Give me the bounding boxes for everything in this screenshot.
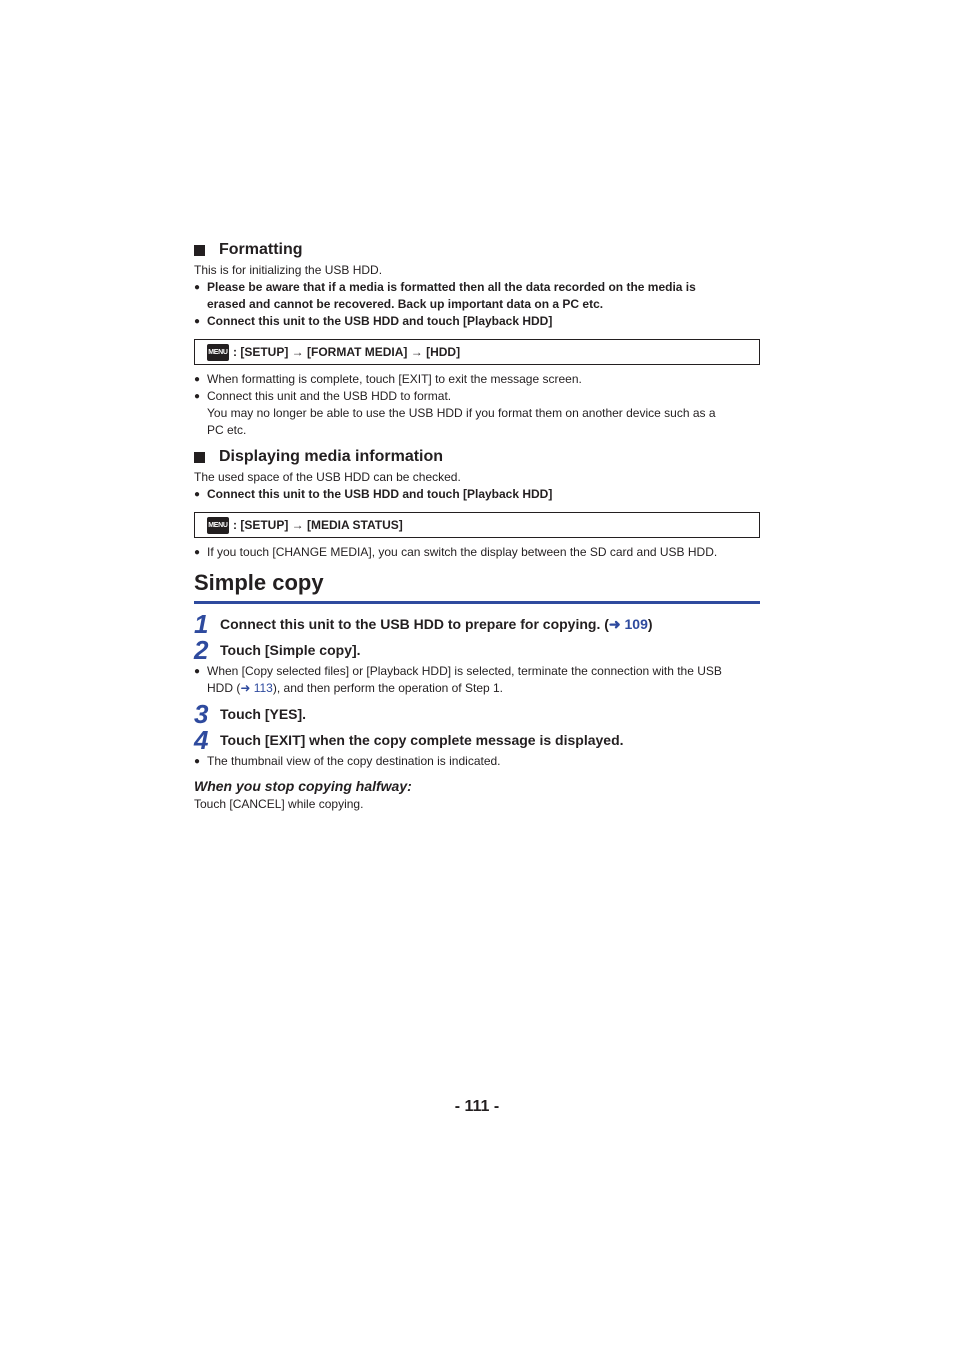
step-4-note: ● The thumbnail view of the copy destination is indicated.: [194, 754, 501, 768]
formatting-connect: ● Connect this unit to the USB HDD and touch [Playback HDD]: [194, 314, 553, 328]
page-link-113[interactable]: ➜ 113: [240, 681, 273, 695]
step-1: 1 Connect this unit to the USB HDD to prepare for copying. (➜ 109): [194, 609, 653, 639]
bullet-icon: ●: [194, 374, 201, 385]
formatting-note-2: ● Connect this unit and the USB HDD to format. You may no longer be able to use the USB HDD if you format them on another device such as a PC etc.: [194, 389, 716, 437]
step-number: 3: [194, 699, 209, 729]
step-number: 2: [194, 635, 209, 665]
simple-copy-title: Simple copy: [194, 570, 760, 604]
stop-copying-heading: When you stop copying halfway:: [194, 778, 412, 794]
menu-icon: MENU: [207, 517, 229, 534]
media-info-menu-path-box: MENU : [SETUP] → [MEDIA STATUS]: [194, 512, 760, 538]
step-number: 1: [194, 609, 209, 639]
stop-copying-text: Touch [CANCEL] while copying.: [194, 797, 364, 811]
media-info-heading: Displaying media information: [194, 445, 760, 469]
step-2-note: ● When [Copy selected files] or [Playback HDD] is selected, terminate the connection with the USB HDD (➜ 113), and then perform the operation of Step 1.: [194, 664, 722, 695]
step-4: 4 Touch [EXIT] when the copy complete message is displayed.: [194, 725, 624, 755]
page-content: [194, 238, 760, 813]
media-info-note: ● If you touch [CHANGE MEDIA], you can switch the display between the SD card and USB HDD.: [194, 545, 718, 559]
bullet-icon: ●: [194, 666, 201, 677]
step-number: 4: [194, 725, 209, 755]
bullet-icon: ●: [194, 489, 201, 500]
square-bullet-icon: [194, 245, 205, 256]
page-number: - 111 -: [454, 1098, 500, 1115]
formatting-heading: Formatting: [194, 238, 760, 262]
bullet-icon: ●: [194, 316, 201, 327]
page-link-109[interactable]: ➜ 109: [608, 615, 648, 632]
bullet-icon: ●: [194, 547, 201, 558]
formatting-note-1: ● When formatting is complete, touch [EXIT] to exit the message screen.: [194, 372, 582, 386]
bullet-icon: ●: [194, 391, 201, 402]
formatting-intro: This is for initializing the USB HDD.: [194, 263, 383, 277]
step-3: 3 Touch [YES].: [194, 699, 307, 729]
formatting-warning: ● Please be aware that if a media is formatted then all the data recorded on the media is erased and cannot be recovered. Back up important data on a PC etc.: [194, 280, 696, 311]
bullet-icon: ●: [194, 282, 201, 293]
square-bullet-icon: [194, 452, 205, 463]
bullet-icon: ●: [194, 756, 201, 767]
media-info-connect: ● Connect this unit to the USB HDD and touch [Playback HDD]: [194, 487, 553, 501]
menu-icon: MENU: [207, 344, 229, 361]
media-info-intro: The used space of the USB HDD can be checked.: [194, 470, 461, 484]
formatting-menu-path-box: MENU : [SETUP] → [FORMAT MEDIA] → [HDD]: [194, 339, 760, 365]
step-2: 2 Touch [Simple copy].: [194, 635, 361, 665]
